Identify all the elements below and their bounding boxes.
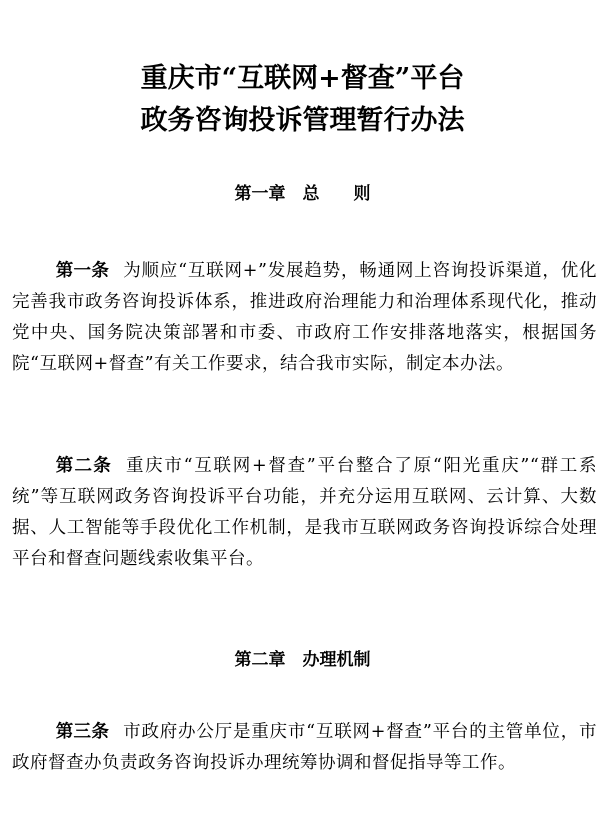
- article-text-3: 市政府办公厅是重庆市“互联网+督查”平台的主管单位，市政府督查办负责政务咨询投诉办理统筹协调和督促指导等工作。: [12, 722, 597, 773]
- article-text-2: 重庆市“互联网+督查”平台整合了原“阳光重庆”“群工系统”等互联网政务咨询投诉平台功能，并充分运用互联网、云计算、大数据、人工智能等手段优化工作机制，是我市互联网政务咨询投诉综合处理平台和督查问题线索收集平台。: [12, 456, 597, 569]
- article-label-2: 第二条: [55, 456, 112, 476]
- chapter-heading-1: 第一章 总 则: [234, 184, 371, 204]
- article-paragraph-2: [12, 451, 597, 575]
- document-title-line2: 政务咨询投诉管理暂行办法: [140, 105, 465, 136]
- article-paragraph-1: [12, 256, 597, 380]
- article-paragraph-3: [12, 717, 597, 779]
- article-label-3: 第三条: [55, 722, 110, 742]
- article-label-1: 第一条: [55, 261, 110, 281]
- chapter-heading-2: 第二章 办理机制: [234, 650, 371, 670]
- document-title-line1: 重庆市“互联网+督查”平台: [140, 63, 465, 94]
- article-text-1: 为顺应“互联网+”发展趋势，畅通网上咨询投诉渠道，优化完善我市政务咨询投诉体系，推进政府治理能力和治理体系现代化，推动党中央、国务院决策部署和市委、市政府工作安排落地落实，根据国务院“互联网+督查”有关工作要求，结合我市实际，制定本办法。: [12, 261, 597, 374]
